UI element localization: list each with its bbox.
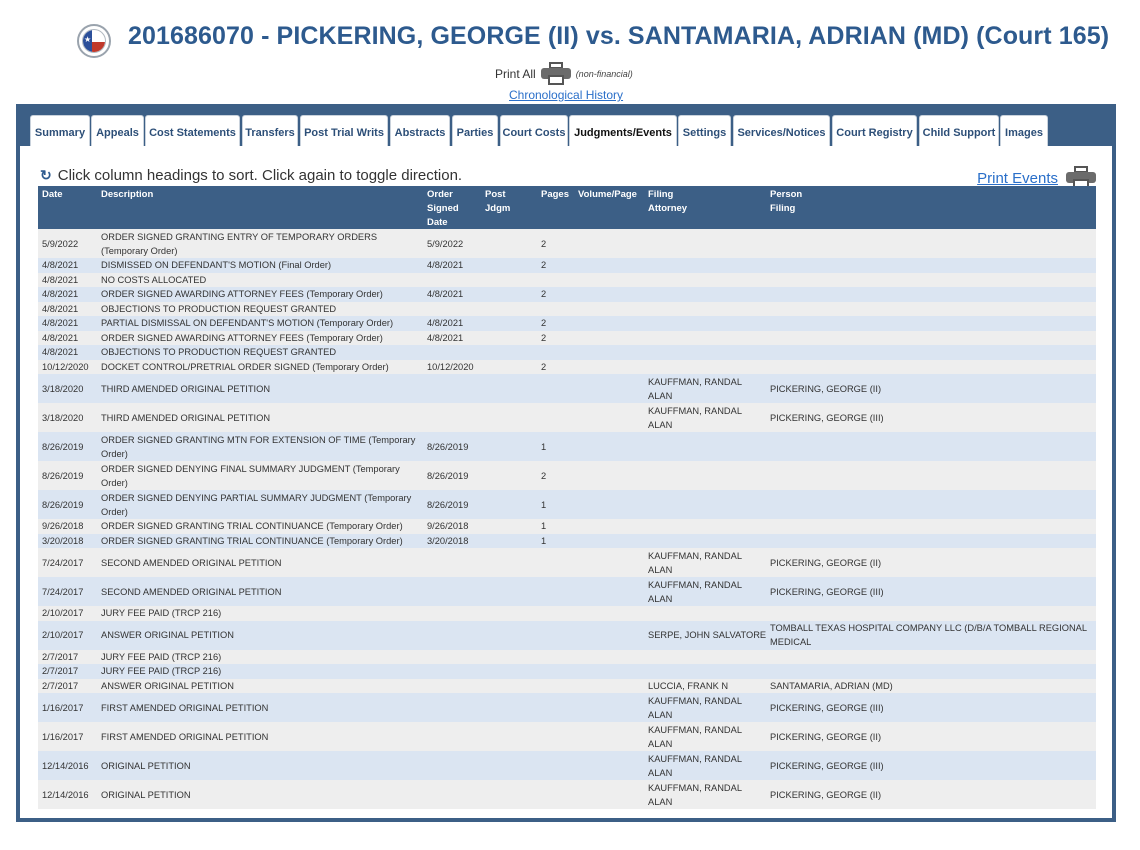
cell-person: PICKERING, GEORGE (II) — [770, 557, 882, 568]
table-row — [38, 621, 1096, 650]
cell-pages: 1 — [541, 521, 547, 532]
cell-order-date: 4/8/2021 — [427, 318, 464, 329]
cell-person: TOMBALL TEXAS HOSPITAL COMPANY LLC (D/B/A TOMBALL REGIONAL MEDICAL — [770, 623, 1087, 647]
cell-date: 9/26/2018 — [42, 521, 84, 532]
cell-date: 8/26/2019 — [42, 470, 84, 481]
table-row — [38, 432, 1096, 461]
cell-date: 4/8/2021 — [42, 274, 79, 285]
cell-attorney: LUCCIA, FRANK N — [648, 680, 729, 691]
cell-desc: SECOND AMENDED ORIGINAL PETITION — [101, 586, 282, 597]
table-row — [38, 650, 1096, 665]
column-header-date[interactable] — [42, 188, 63, 202]
table-row — [38, 780, 1096, 809]
cell-date: 5/9/2022 — [42, 238, 79, 249]
cell-attorney: SERPE, JOHN SALVATORE — [648, 630, 767, 640]
cell-order-date: 8/26/2019 — [427, 499, 469, 510]
cell-date: 2/7/2017 — [42, 680, 79, 691]
table-row — [38, 258, 1096, 273]
column-header-description[interactable] — [101, 188, 153, 202]
cell-desc: ORDER SIGNED DENYING FINAL SUMMARY JUDGMENT (Temporary Order) — [101, 463, 400, 488]
cell-attorney: KAUFFMAN, RANDAL ALAN — [648, 782, 742, 807]
cell-date: 4/8/2021 — [42, 289, 79, 300]
cell-date: 2/7/2017 — [42, 651, 79, 662]
cell-date: 8/26/2019 — [42, 441, 84, 452]
tab-post-trial-writs[interactable]: Post Trial Writs — [300, 115, 388, 146]
cell-desc: THIRD AMENDED ORIGINAL PETITION — [101, 412, 271, 423]
cell-desc: FIRST AMENDED ORIGINAL PETITION — [101, 702, 269, 713]
cell-desc: OBJECTIONS TO PRODUCTION REQUEST GRANTED — [101, 347, 337, 358]
page-header — [0, 0, 1140, 104]
cell-date: 2/10/2017 — [42, 608, 84, 619]
table-row — [38, 534, 1096, 549]
cell-person: PICKERING, GEORGE (III) — [770, 702, 884, 713]
column-header-line: Order — [427, 189, 453, 200]
column-header-line: Filing — [770, 203, 796, 214]
texas-seal-icon: ★ — [77, 24, 111, 58]
refresh-icon: ↻ — [40, 167, 52, 183]
column-header-line: Person — [770, 189, 803, 200]
cell-date: 1/16/2017 — [42, 731, 84, 742]
cell-person: PICKERING, GEORGE (III) — [770, 586, 884, 597]
cell-order-date: 4/8/2021 — [427, 332, 464, 343]
cell-pages: 2 — [541, 361, 547, 372]
tab-bar — [20, 108, 1112, 146]
column-header-post[interactable] — [485, 188, 510, 216]
cell-date: 4/8/2021 — [42, 347, 79, 358]
cell-attorney: KAUFFMAN, RANDAL ALAN — [648, 550, 742, 575]
printer-icon[interactable] — [541, 62, 571, 86]
table-row — [38, 751, 1096, 780]
cell-attorney: KAUFFMAN, RANDAL ALAN — [648, 376, 742, 401]
cell-date: 4/8/2021 — [42, 303, 79, 314]
table-row — [38, 606, 1096, 621]
tab-settings[interactable]: Settings — [678, 115, 731, 146]
tab-judgments-events[interactable]: Judgments/Events — [569, 115, 677, 146]
cell-date: 4/8/2021 — [42, 332, 79, 343]
cell-order-date: 8/26/2019 — [427, 441, 469, 452]
cell-desc: DOCKET CONTROL/PRETRIAL ORDER SIGNED (Temporary Order) — [101, 361, 389, 372]
cell-desc: OBJECTIONS TO PRODUCTION REQUEST GRANTED — [101, 303, 337, 314]
cell-order-date: 4/8/2021 — [427, 289, 464, 300]
table-row — [38, 302, 1096, 317]
cell-date: 7/24/2017 — [42, 586, 84, 597]
cell-person: PICKERING, GEORGE (III) — [770, 760, 884, 771]
print-all — [495, 62, 633, 86]
table-row — [38, 331, 1096, 346]
cell-order-date: 5/9/2022 — [427, 238, 464, 249]
cell-pages: 1 — [541, 499, 547, 510]
column-header-line: Date — [42, 189, 63, 200]
cell-desc: ORDER SIGNED DENYING PARTIAL SUMMARY JUDGMENT (Temporary Order) — [101, 492, 412, 517]
chronological-history-link[interactable]: Chronological History — [509, 88, 624, 102]
table-row — [38, 273, 1096, 288]
cell-pages: 2 — [541, 260, 547, 271]
cell-desc: PARTIAL DISMISSAL ON DEFENDANT'S MOTION (Temporary Order) — [101, 318, 394, 329]
cell-desc: JURY FEE PAID (TRCP 216) — [101, 651, 222, 662]
column-header-line: Jdgm — [485, 203, 511, 214]
cell-desc: FIRST AMENDED ORIGINAL PETITION — [101, 731, 269, 742]
cell-date: 2/10/2017 — [42, 630, 84, 640]
cell-attorney: KAUFFMAN, RANDAL ALAN — [648, 695, 742, 720]
cell-order-date: 8/26/2019 — [427, 470, 469, 481]
cell-person: PICKERING, GEORGE (II) — [770, 383, 882, 394]
table-row — [38, 664, 1096, 679]
table-header — [38, 186, 1096, 229]
table-row — [38, 548, 1096, 577]
cell-pages: 2 — [541, 289, 547, 300]
column-header-line: Filing — [648, 189, 674, 200]
table-row — [38, 316, 1096, 331]
cell-desc: ORDER SIGNED GRANTING TRIAL CONTINUANCE (Temporary Order) — [101, 535, 403, 546]
cell-attorney: KAUFFMAN, RANDAL ALAN — [648, 753, 742, 778]
column-header-volume-page[interactable] — [578, 188, 637, 202]
cell-attorney: KAUFFMAN, RANDAL ALAN — [648, 405, 742, 430]
table-row — [38, 693, 1096, 722]
cell-date: 4/8/2021 — [42, 318, 79, 329]
print-all-note: (non-financial) — [575, 69, 633, 79]
cell-desc: JURY FEE PAID (TRCP 216) — [101, 666, 222, 677]
tab-child-support[interactable]: Child Support — [919, 115, 999, 146]
table-row — [38, 360, 1096, 375]
cell-person: PICKERING, GEORGE (III) — [770, 412, 884, 423]
print-all-label: Print All — [495, 67, 536, 81]
table-row — [38, 229, 1096, 258]
cell-desc: ORDER SIGNED AWARDING ATTORNEY FEES (Temporary Order) — [101, 289, 383, 300]
cell-desc: NO COSTS ALLOCATED — [101, 274, 207, 285]
cell-person: PICKERING, GEORGE (II) — [770, 789, 882, 800]
cell-desc: ORIGINAL PETITION — [101, 789, 191, 800]
cell-desc: ORDER SIGNED GRANTING ENTRY OF TEMPORARY ORDERS (Temporary Order) — [101, 231, 378, 256]
cell-desc: ORDER SIGNED GRANTING MTN FOR EXTENSION OF TIME (Temporary Order) — [101, 434, 416, 459]
table-row — [38, 345, 1096, 360]
tab-abstracts[interactable]: Abstracts — [390, 115, 450, 146]
column-header-filing[interactable] — [648, 188, 687, 216]
cell-pages: 2 — [541, 238, 547, 249]
cell-order-date: 4/8/2021 — [427, 260, 464, 271]
cell-desc: ANSWER ORIGINAL PETITION — [101, 630, 234, 640]
cell-person: SANTAMARIA, ADRIAN (MD) — [770, 680, 893, 691]
table-row — [38, 519, 1096, 534]
tab-summary[interactable]: Summary — [30, 115, 90, 146]
cell-desc: ORDER SIGNED AWARDING ATTORNEY FEES (Temporary Order) — [101, 332, 383, 343]
cell-desc: ORDER SIGNED GRANTING TRIAL CONTINUANCE (Temporary Order) — [101, 521, 403, 532]
cell-date: 8/26/2019 — [42, 499, 84, 510]
column-header-person[interactable] — [770, 188, 802, 216]
tab-appeals[interactable]: Appeals — [91, 115, 144, 146]
cell-desc: SECOND AMENDED ORIGINAL PETITION — [101, 557, 282, 568]
column-header-line: Date — [427, 217, 448, 228]
cell-date: 3/18/2020 — [42, 412, 84, 423]
tab-court-registry[interactable]: Court Registry — [832, 115, 917, 146]
cell-desc: JURY FEE PAID (TRCP 216) — [101, 608, 222, 619]
sort-hint-text: Click column headings to sort. Click again to toggle direction. — [57, 167, 463, 184]
cell-date: 12/14/2016 — [42, 760, 89, 771]
cell-date: 7/24/2017 — [42, 557, 84, 568]
table-row — [38, 374, 1096, 403]
cell-date: 1/16/2017 — [42, 702, 84, 713]
page-title: 201686070 - PICKERING, GEORGE (II) vs. SANTAMARIA, ADRIAN (MD) (Court 165) — [128, 22, 1110, 50]
table-row — [38, 461, 1096, 490]
cell-date: 3/20/2018 — [42, 535, 84, 546]
cell-desc: ANSWER ORIGINAL PETITION — [101, 680, 234, 691]
cell-date: 12/14/2016 — [42, 789, 89, 800]
cell-attorney: KAUFFMAN, RANDAL ALAN — [648, 724, 742, 749]
tab-transfers[interactable]: Transfers — [242, 115, 298, 146]
cell-date: 2/7/2017 — [42, 666, 79, 677]
tab-cost-statements[interactable]: Cost Statements — [145, 115, 240, 146]
column-header-line: Volume/Page — [578, 189, 637, 200]
cell-pages: 2 — [541, 470, 547, 481]
column-header-line: Post — [485, 189, 506, 200]
table-row — [38, 577, 1096, 606]
column-header-line: Pages — [541, 189, 569, 200]
cell-date: 3/18/2020 — [42, 383, 84, 394]
column-header-line: Attorney — [648, 203, 688, 214]
cell-person: PICKERING, GEORGE (II) — [770, 731, 882, 742]
column-header-line: Signed — [427, 203, 459, 214]
cell-pages: 1 — [541, 535, 547, 546]
column-header-pages[interactable] — [541, 188, 569, 202]
table-row — [38, 490, 1096, 519]
cell-date: 4/8/2021 — [42, 260, 79, 271]
column-header-order[interactable] — [427, 188, 459, 230]
cell-date: 10/12/2020 — [42, 361, 89, 372]
tab-services-notices[interactable]: Services/Notices — [733, 115, 830, 146]
events-table — [38, 186, 1096, 807]
cell-pages: 2 — [541, 332, 547, 343]
table-row — [38, 722, 1096, 751]
tab-parties[interactable]: Parties — [452, 115, 498, 146]
sort-hint — [40, 167, 462, 184]
cell-desc: DISMISSED ON DEFENDANT'S MOTION (Final Order) — [101, 260, 332, 271]
table-row — [38, 403, 1096, 432]
cell-order-date: 9/26/2018 — [427, 521, 469, 532]
column-header-line: Description — [101, 189, 154, 200]
tab-court-costs[interactable]: Court Costs — [500, 115, 568, 146]
table-row — [38, 679, 1096, 694]
print-events-link[interactable]: Print Events — [977, 169, 1058, 187]
cell-attorney: KAUFFMAN, RANDAL ALAN — [648, 579, 742, 604]
tab-images[interactable]: Images — [1000, 115, 1048, 146]
cell-order-date: 3/20/2018 — [427, 535, 469, 546]
cell-pages: 2 — [541, 318, 547, 329]
cell-order-date: 10/12/2020 — [427, 361, 474, 372]
cell-pages: 1 — [541, 441, 547, 452]
table-row — [38, 287, 1096, 302]
cell-desc: ORIGINAL PETITION — [101, 760, 191, 771]
case-panel — [16, 104, 1116, 822]
cell-desc: THIRD AMENDED ORIGINAL PETITION — [101, 383, 271, 394]
